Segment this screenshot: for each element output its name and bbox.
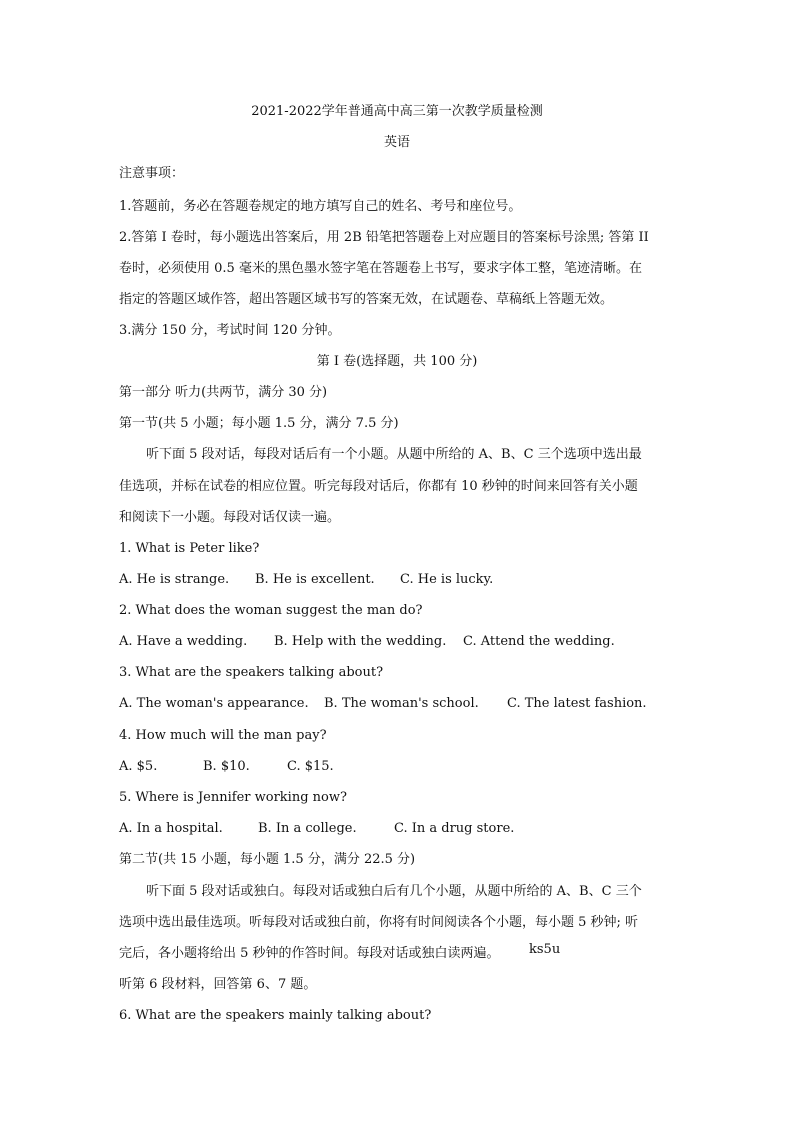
notice-item-2-line-3: 指定的答题区域作答，超出答题区域书写的答案无效，在试题卷、草稿纸上答题无效。 [119,292,614,307]
question-6: 6. What are the speakers mainly talking about? [119,1008,432,1023]
question-2-option-c: C. Attend the wedding. [463,634,615,649]
subject-title: 英语 [383,135,410,150]
question-2-option-a: A. Have a wedding. [119,634,248,649]
question-1-option-b: B. He is excellent. [255,572,375,587]
section-1-instruction-line-2: 佳选项，并标在试卷的相应位置。听完每段对话后，你都有 10 秒钟的时间来回答有关小题 [119,479,638,494]
question-4-option-a: A. $5. [119,759,158,774]
material-6-instruction: 听第 6 段材料，回答第 6、7 题。 [119,977,317,992]
question-3: 3. What are the speakers talking about? [119,665,384,680]
question-3-option-c: C. The latest fashion. [507,696,647,711]
volume-1-title: 第 I 卷(选择题，共 100 分) [316,354,478,369]
exam-title: 2021-2022学年普通高中高三第一次教学质量检测 [251,104,543,119]
question-3-option-b: B. The woman's school. [324,696,479,711]
notice-item-2-line-1: 2.答第 I 卷时，每小题选出答案后，用 2B 铅笔把答题卷上对应题目的答案标号涂黑; 答第 II [119,230,649,245]
question-1: 1. What is Peter like? [119,541,260,556]
question-3-option-a: A. The woman's appearance. [119,696,309,711]
section-1-instruction-line-1: 听下面 5 段对话，每段对话后有一个小题。从题中所给的 A、B、C 三个选项中选出最 [146,447,642,462]
question-4-option-c: C. $15. [287,759,334,774]
question-5-option-a: A. In a hospital. [119,821,223,836]
section-2-instruction-line-2: 选项中选出最佳选项。听每段对话或独白前，你将有时间阅读各个小题，每小题 5 秒钟; 听 [119,915,639,930]
question-1-option-a: A. He is strange. [119,572,230,587]
question-2-option-b: B. Help with the wedding. [274,634,447,649]
question-4-option-b: B. $10. [203,759,250,774]
question-4: 4. How much will the man pay? [119,728,327,743]
question-1-option-c: C. He is lucky. [400,572,494,587]
part-1-heading: 第一部分 听力(共两节，满分 30 分) [119,385,328,400]
notice-item-2-line-2: 卷时，必须使用 0.5 毫米的黑色墨水签字笔在答题卷上书写，要求字体工整，笔迹清晰。在 [119,261,642,276]
section-2-instruction-line-3: 完后，各小题将给出 5 秒钟的作答时间。每段对话或独白读两遍。 [119,946,500,961]
watermark-text: ks5u [529,942,561,957]
section-2-heading: 第二节(共 15 小题，每小题 1.5 分，满分 22.5 分) [119,852,416,867]
notice-item-3: 3.满分 150 分，考试时间 120 分钟。 [119,323,341,338]
question-5-option-b: B. In a college. [258,821,357,836]
section-1-instruction-line-3: 和阅读下一小题。每段对话仅读一遍。 [119,510,341,525]
question-2: 2. What does the woman suggest the man do? [119,603,423,618]
question-5: 5. Where is Jennifer working now? [119,790,347,805]
notice-item-1: 1.答题前，务必在答题卷规定的地方填写自己的姓名、考号和座位号。 [119,199,522,214]
section-1-heading: 第一节(共 5 小题；每小题 1.5 分，满分 7.5 分) [119,416,399,431]
section-2-instruction-line-1: 听下面 5 段对话或独白。每段对话或独白后有几个小题，从题中所给的 A、B、C 三个 [146,884,642,899]
question-5-option-c: C. In a drug store. [394,821,515,836]
notice-heading: 注意事项： [119,166,185,181]
